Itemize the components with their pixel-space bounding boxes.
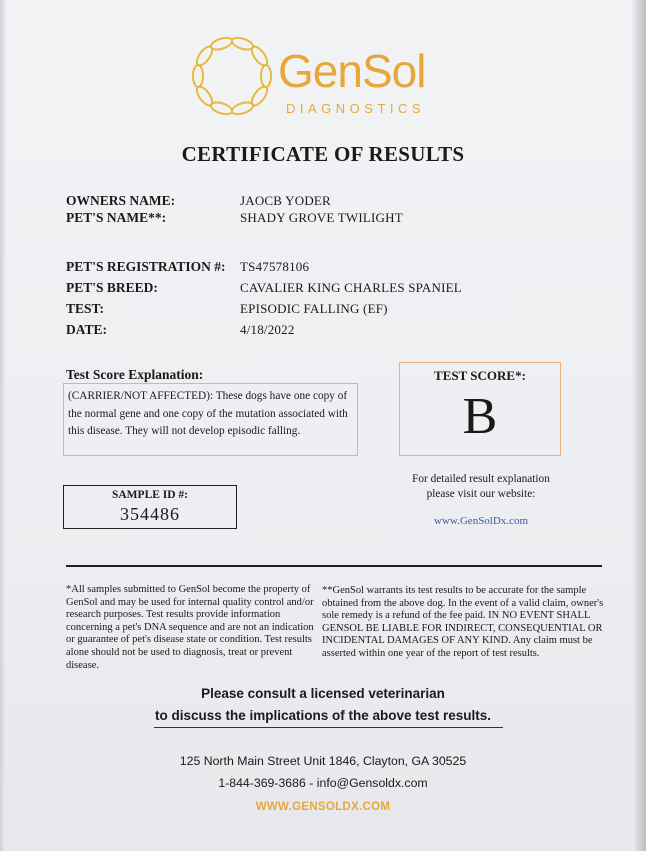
dna-helix-segment [193,65,203,87]
certificate-title: CERTIFICATE OF RESULTS [181,142,465,166]
warranty-line: **GenSol warrants its test results to be accurate for the sample [322,585,587,596]
breed-value: CAVALIER KING CHARLES SPANIEL [240,280,462,295]
consult-line-2: to discuss the implications of the above test results. [154,708,492,723]
test-score-value: B [462,388,498,445]
detail-line: For detailed result explanation [412,473,550,485]
warranty-line: asserted within one year of the report of test results. [322,647,540,659]
disclaimer-line: disease. [66,659,99,671]
pet-name-value: SHADY GROVE TWILIGHT [240,210,403,225]
pet-name-label: PET'S NAME**: [66,210,167,225]
warranty-line: INCIDENTAL DAMAGES OF ANY KIND. Any claim must be [322,635,593,647]
detail-line: please visit our website: [426,488,536,500]
disclaimer-line: alone should not be used to diagnosis, treat or prevent [66,646,293,658]
logo-subtitle: DIAGNOSTICS [286,101,426,116]
disclaimer-line: *All samples submitted to GenSol become the property of [66,584,311,595]
detail-text [400,472,562,502]
date-label: DATE: [66,322,108,337]
disclaimer-right [322,585,606,661]
disclaimer-left [66,584,316,672]
warranty-line: GENSOL BE LIABLE FOR INDIRECT, CONSEQUENTIAL OR [322,622,603,634]
footer-website[interactable]: WWW.GENSOLDX.COM [255,801,391,813]
dna-helix-segment [209,36,233,52]
gensol-logo [186,30,456,125]
logo-name: GenSol [278,45,426,97]
sample-id-label: SAMPLE ID #: [111,489,189,501]
explanation-line: (CARRIER/NOT AFFECTED): These dogs have one copy of [68,390,348,402]
explanation-line: this disease. They will not develop episodic falling. [68,425,301,437]
breed-label: PET'S BREED: [66,280,158,295]
test-label: TEST: [66,301,105,316]
disclaimer-line: research purposes. Test results provide information [66,609,281,621]
warranty-line: obtained from the above dog. In the event of a valid claim, owner's [322,597,604,609]
explanation-box [63,383,358,456]
registration-label: PET'S REGISTRATION #: [66,259,226,274]
warranty-line: sole remedy is a refund of the fee paid. IN NO EVENT SHALL [322,610,591,622]
date-value: 4/18/2022 [240,322,295,337]
page-edge-right [632,0,646,851]
consult-underline [154,727,503,728]
website-link[interactable]: www.GenSolDx.com [434,515,528,527]
footer-address: 125 North Main Street Unit 1846, Clayton, GA 30525 [179,754,467,768]
divider [66,565,602,567]
owner-value: JAOCB YODER [240,193,331,208]
sample-id-box [63,485,237,529]
disclaimer-line: GenSol and may be used for internal quality control and/or [66,596,314,608]
disclaimer-line: or guarantee of pet's disease state or condition. Test results [66,634,312,646]
dna-helix-segment [261,65,271,87]
dna-helix-segment [230,100,254,116]
test-value: EPISODIC FALLING (EF) [240,301,388,316]
dna-helix-segment [249,44,270,68]
registration-value: TS47578106 [240,259,310,274]
consult-line-1: Please consult a licensed veterinarian [201,686,445,701]
page-edge-left [0,0,6,851]
test-score-label: TEST SCORE*: [434,368,526,383]
footer-contact: 1-844-369-3686 - info@Gensoldx.com [218,776,428,790]
dna-ring-icon [186,30,278,122]
explanation-heading: Test Score Explanation: [66,367,204,382]
explanation-line: the normal gene and one copy of the mutation associated with [68,407,348,420]
sample-id-value: 354486 [120,504,180,524]
disclaimer-line: concerning a pet's DNA sequence and are not an indication [66,621,314,633]
owner-label: OWNERS NAME: [66,193,176,208]
test-score-box [399,362,561,456]
